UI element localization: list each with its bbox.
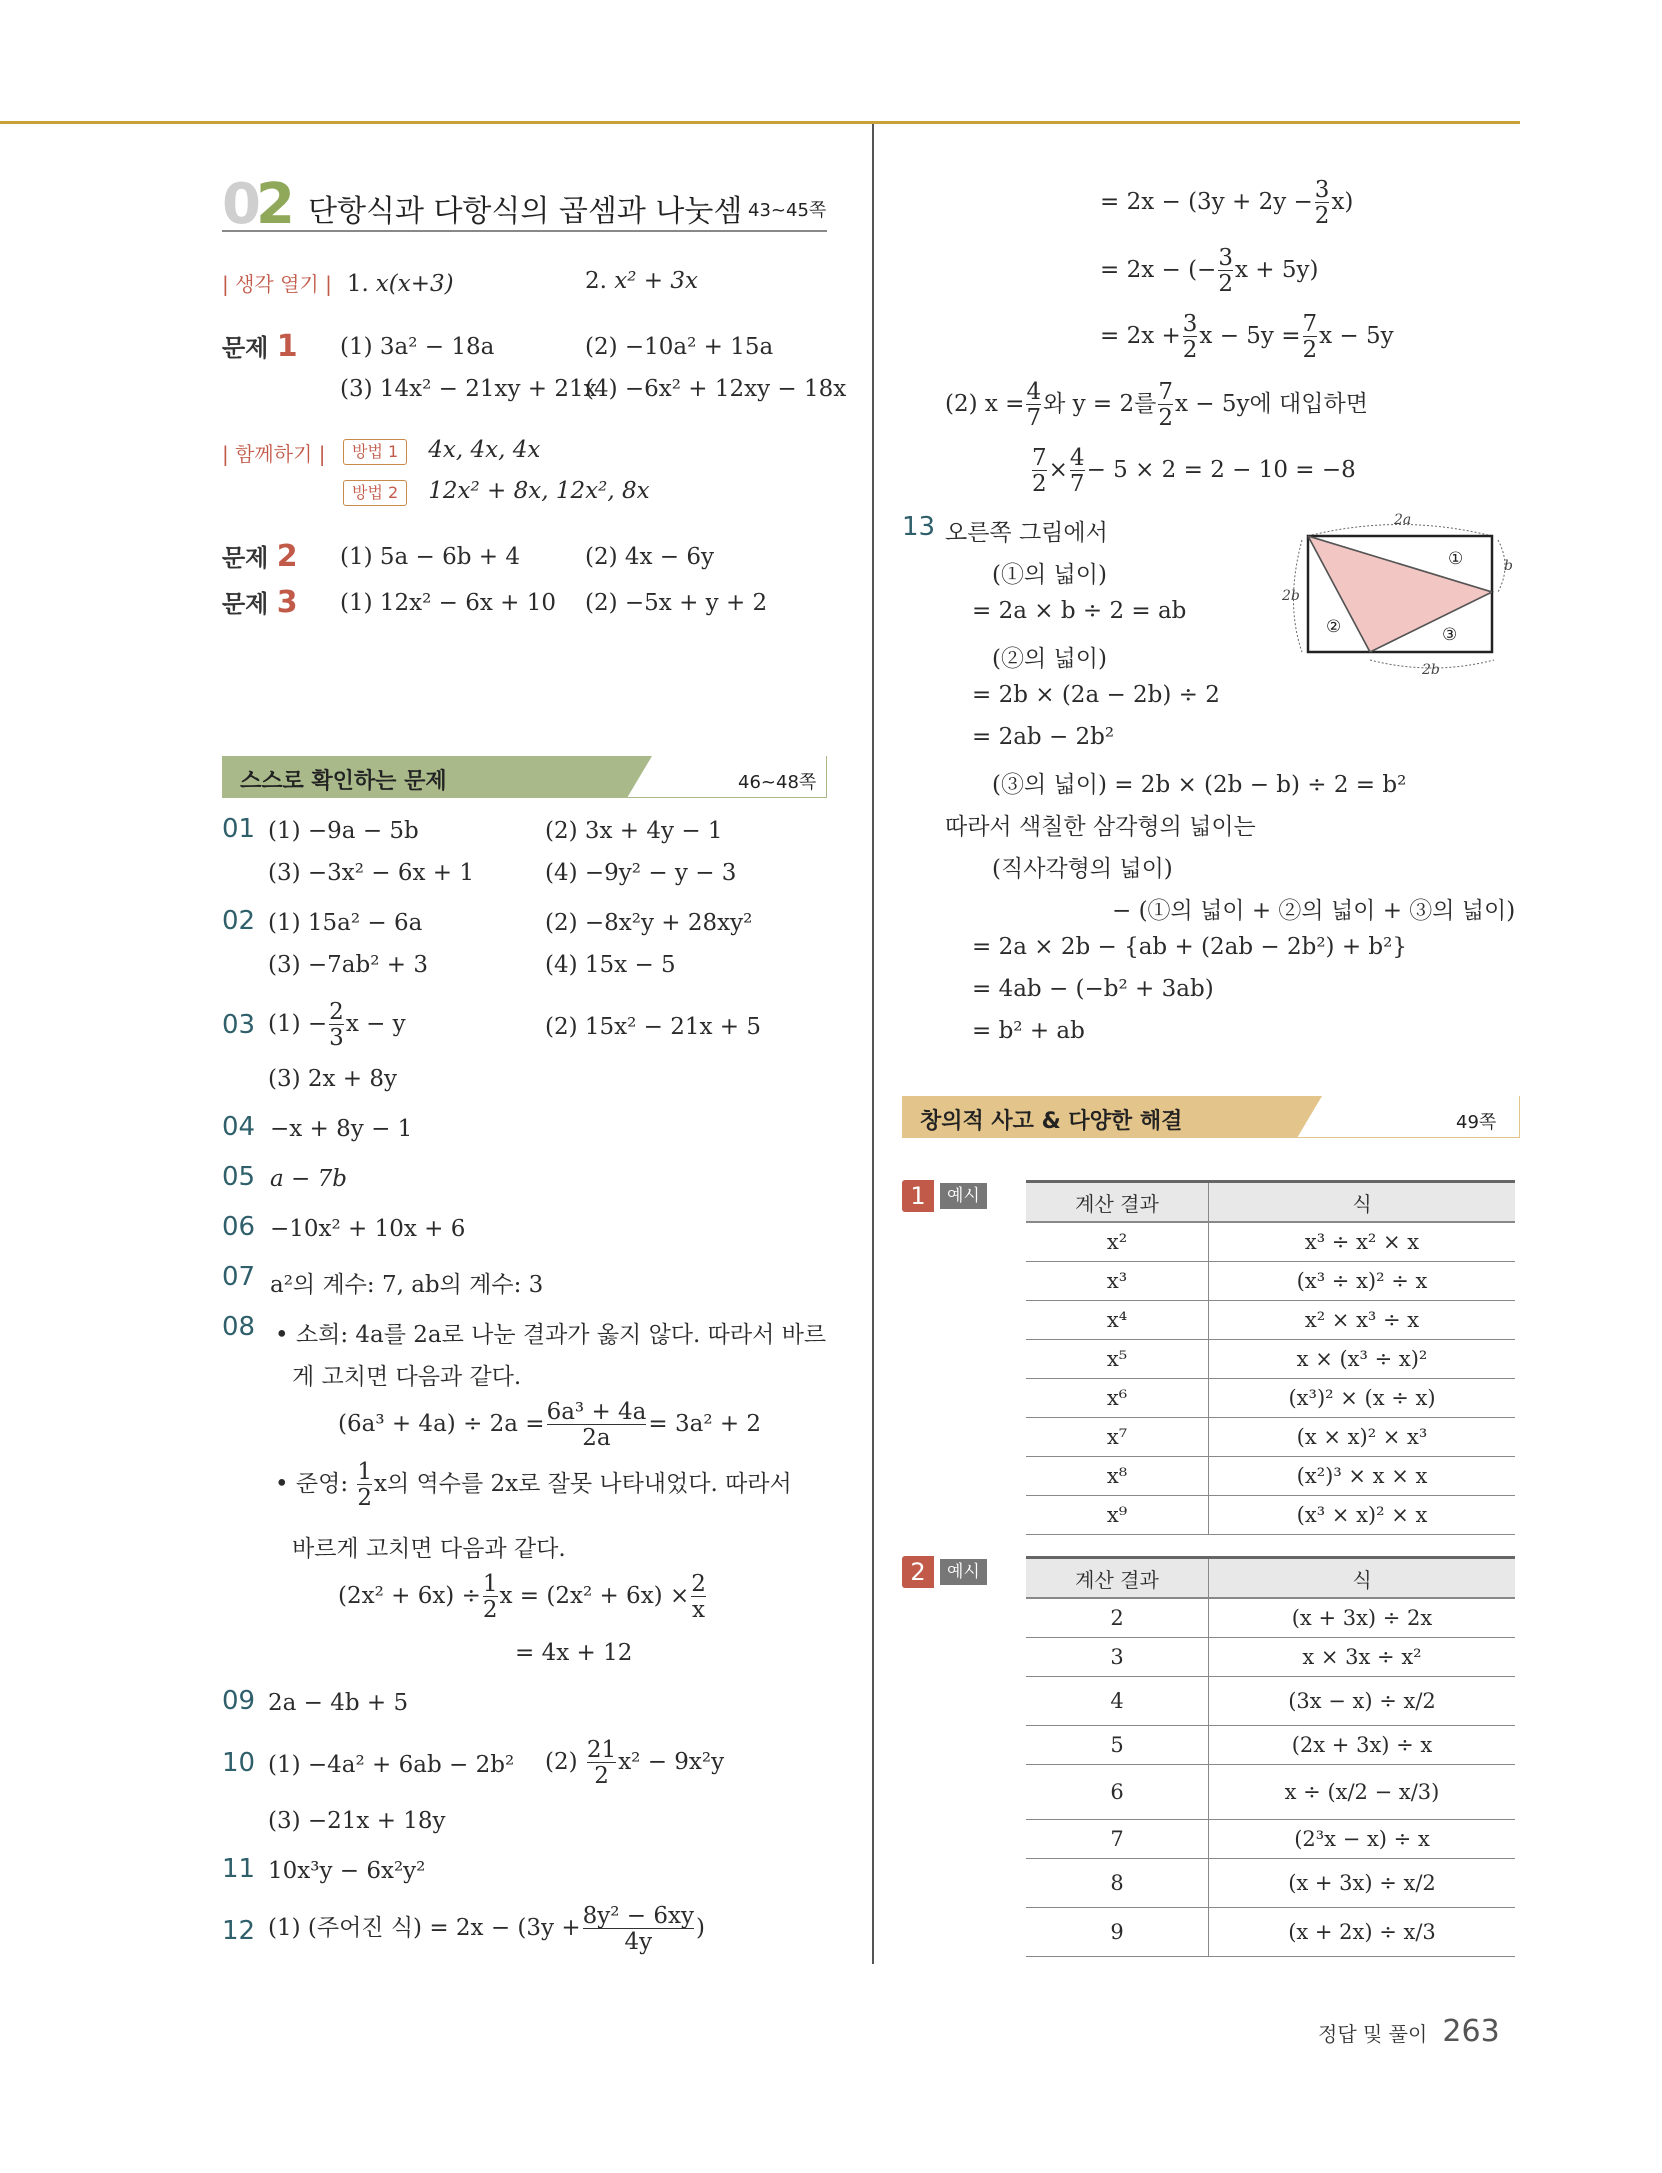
table1-number: 1 [902,1180,934,1212]
r-line2 [1100,246,1318,296]
section-title: 단항식과 다항식의 곱셈과 나눗셈 [308,194,743,229]
q03-a [268,1000,406,1050]
r4-frac1 [1026,380,1041,430]
q03-a-prefix: (1) − [268,1011,328,1038]
problem-word: 문제 [222,544,269,572]
frac-den: 2a [547,1424,647,1450]
q02-c: (3) −7ab² + 3 [268,952,428,978]
r5-times: × [1048,457,1068,484]
creative-banner [902,1096,1520,1138]
q07-number: 07 [222,1262,256,1292]
s2-frac [357,1460,372,1510]
q07-a: a²의 계수: 7, ab의 계수: 3 [270,1272,544,1298]
r1-left: = 2x − (3y + 2y − [1100,189,1313,216]
q13-line-7: 따라서 색칠한 삼각형의 넓이는 [945,814,1256,840]
frac-den: 2 [1158,405,1174,432]
q03-number: 03 [222,1010,256,1040]
frac-num: 4 [1026,379,1042,405]
q13-line-5: = 2ab − 2b² [972,724,1115,750]
table2-r1-result: 3 [1026,1638,1209,1677]
table1-tag: 예시 [940,1183,987,1209]
frac-num: 6a³ + 4a [546,1399,647,1425]
q04-a: −x + 8y − 1 [270,1116,413,1142]
r2-right: x + 5y) [1234,257,1319,284]
table1 [1026,1180,1515,1535]
frac-num: 3 [1182,311,1198,337]
table2-head-result: 계산 결과 [1026,1558,1209,1599]
footer [1318,2014,1500,2049]
s2-name: • 준영: [275,1471,349,1498]
frac-den: 2 [1032,471,1047,498]
r-line4 [945,380,1368,430]
e1-right: = 3a² + 2 [648,1411,762,1438]
p1-d: (4) −6x² + 12xy − 18x [585,376,847,402]
q11-a: 10x³y − 6x²y² [268,1858,426,1884]
q13-line-8: (직사각형의 넓이) [992,856,1173,882]
section-pages: 43~45쪽 [748,200,827,221]
q03-c: (3) 2x + 8y [268,1066,398,1092]
table-row [1026,1677,1515,1726]
table2-number: 2 [902,1556,934,1588]
region-3-label: ③ [1442,625,1458,645]
frac-num: 7 [1032,445,1047,471]
frac-num: 3 [1314,177,1330,203]
table2-r3-expr: (2x + 3x) ÷ x [1209,1726,1516,1765]
frac-den: 7 [1026,405,1042,432]
method-2-value: 12x² + 8x, 12x², 8x [428,478,650,504]
table1-head-expr: 식 [1209,1182,1516,1223]
q05-number: 05 [222,1162,256,1192]
p1-b: (2) −10a² + 15a [585,334,774,360]
frac-num: 8y² − 6xy [582,1903,694,1929]
frac-num: 21 [586,1737,617,1763]
table1-r6-expr: (x²)³ × x × x [1209,1457,1516,1496]
q10-b-frac [587,1738,616,1788]
fig-label-right: b [1504,558,1513,574]
table1-r4-expr: (x³)² × (x ÷ x) [1209,1379,1516,1418]
think-row [222,268,454,297]
q08-e3: = 4x + 12 [515,1640,633,1666]
q04-number: 04 [222,1112,256,1142]
q10-b-prefix: (2) [545,1749,578,1776]
p2-a: (1) 5a − 6b + 4 [340,544,521,570]
table2-r4-result: 6 [1026,1765,1209,1820]
r3-left: = 2x + [1100,323,1181,350]
frac-num: 2 [691,1571,706,1597]
table1-r5-expr: (x × x)² × x³ [1209,1418,1516,1457]
q01-number: 01 [222,814,256,844]
r1-frac [1315,178,1330,228]
method-1-value: 4x, 4x, 4x [428,437,541,463]
p3-a: (1) 12x² − 6x + 10 [340,590,557,616]
q13-line-1: (①의 넓이) [992,562,1107,588]
frac-den: 2 [1182,337,1198,364]
e2-left: (2x² + 6x) ÷ [338,1583,481,1610]
q13-number: 13 [902,512,936,542]
e1-left: (6a³ + 4a) ÷ 2a = [338,1411,545,1438]
table2-r5-expr: (2³x − x) ÷ x [1209,1820,1516,1859]
table1-r7-expr: (x³ × x)² × x [1209,1496,1516,1535]
p2-b: (2) 4x − 6y [585,544,715,570]
r1-right: x) [1331,189,1354,216]
table1-r2-expr: x² × x³ ÷ x [1209,1301,1516,1340]
method-2-pill: 방법 2 [343,480,407,506]
p3-b: (2) −5x + y + 2 [585,590,768,616]
q02-d: (4) 15x − 5 [545,952,676,978]
q13-line-9: − (①의 넓이 + ②의 넓이 + ③의 넓이) [1112,898,1516,924]
r2-left: = 2x − (− [1100,257,1217,284]
r2-frac [1218,246,1233,296]
method-2 [343,478,650,506]
table-row [1026,1859,1515,1908]
frac-num: 1 [482,1571,498,1597]
problem-word: 문제 [222,590,269,618]
table1-r6-result: x⁸ [1026,1457,1209,1496]
table-row [1026,1496,1515,1535]
q05-a: a − 7b [270,1166,347,1192]
q10-c: (3) −21x + 18y [268,1808,446,1834]
q06-number: 06 [222,1212,256,1242]
r3-frac2 [1303,312,1318,362]
problem-word: 문제 [222,334,269,362]
think-a2-row [585,268,698,294]
table1-r3-result: x⁵ [1026,1340,1209,1379]
frac-num: 7 [1158,379,1174,405]
p1-a: (1) 3a² − 18a [340,334,495,360]
r5-frac1 [1032,446,1047,496]
frac-den: 2 [1314,203,1330,230]
table2-label [902,1556,987,1588]
q08-s1b: 게 고치면 다음과 같다. [292,1364,522,1390]
r-line1 [1100,178,1353,228]
method-1 [343,437,540,465]
table2-r1-expr: x × 3x ÷ x² [1209,1638,1516,1677]
q13-line-11: = 4ab − (−b² + 3ab) [972,976,1214,1002]
r3-right: x − 5y [1319,323,1394,350]
region-1-label: ① [1448,549,1464,569]
q11-number: 11 [222,1854,256,1884]
frac-den: 7 [1069,471,1085,498]
table1-label [902,1180,987,1212]
table-row [1026,1598,1515,1638]
e2-frac2 [691,1572,706,1622]
r-line3 [1100,312,1394,362]
table2-r7-result: 9 [1026,1908,1209,1957]
fig-label-left: 2b [1282,588,1300,604]
q09-a: 2a − 4b + 5 [268,1690,409,1716]
q10-b [545,1738,724,1788]
q13-line-4: = 2b × (2a − 2b) ÷ 2 [972,682,1220,708]
r4-frac2 [1158,380,1173,430]
table1-r4-result: x⁶ [1026,1379,1209,1418]
q08-s2 [275,1460,792,1510]
frac-den: 4y [583,1928,694,1954]
q13-line-12: = b² + ab [972,1018,1085,1044]
q12-a [268,1904,705,1954]
frac-den: 2 [357,1485,373,1512]
table2-r2-result: 4 [1026,1677,1209,1726]
table1-r1-result: x³ [1026,1262,1209,1301]
q02-b: (2) −8x²y + 28xy² [545,910,753,936]
table1-r1-expr: (x³ ÷ x)² ÷ x [1209,1262,1516,1301]
r-line5 [1030,446,1356,496]
table2-r4-expr: x ÷ (x/2 − x/3) [1209,1765,1516,1820]
problem-number: 3 [276,585,298,620]
table2-r7-expr: (x + 2x) ÷ x/3 [1209,1908,1516,1957]
frac-den: 2 [587,1762,616,1788]
frac-num: 3 [1218,245,1233,271]
problem-number: 1 [276,329,298,364]
q02-number: 02 [222,906,256,936]
method-1-pill: 방법 1 [343,439,407,465]
table-row [1026,1457,1515,1496]
r4-left: (2) x = [945,391,1025,418]
q01-a: (1) −9a − 5b [268,818,419,844]
q10-number: 10 [222,1748,256,1778]
q08-number: 08 [222,1312,256,1342]
r4-mid: 와 y = 2를 [1043,391,1157,418]
problem-3-label [222,584,298,620]
table1-r5-result: x⁷ [1026,1418,1209,1457]
q13-line-6: (③의 넓이) = 2b × (2b − b) ÷ 2 = b² [992,772,1407,798]
q13-line-3: (②의 넓이) [992,646,1107,672]
table2-r0-result: 2 [1026,1598,1209,1638]
q12-left: (1) (주어진 식) = 2x − (3y + [268,1915,581,1942]
table-row [1026,1262,1515,1301]
frac-num: 7 [1302,311,1318,337]
p1-c: (3) 14x² − 21xy + 21x [340,376,597,402]
frac-num: 1 [357,1459,373,1485]
q06-a: −10x² + 10x + 6 [270,1216,466,1242]
q13-line-0: 오른쪽 그림에서 [945,520,1108,546]
top-rule [0,121,1520,124]
q08-s1: • 소희: 4a를 2a로 나눈 결과가 옳지 않다. 따라서 바르 [275,1322,827,1348]
table-row [1026,1222,1515,1262]
q03-b: (2) 15x² − 21x + 5 [545,1014,762,1040]
self-check-title: 스스로 확인하는 문제 [240,769,447,794]
r3-mid: x − 5y = [1199,323,1301,350]
table2-r5-result: 7 [1026,1820,1209,1859]
think-label: | 생각 열기 | [222,272,332,296]
table2-r0-expr: (x + 3x) ÷ 2x [1209,1598,1516,1638]
table1-r7-result: x⁹ [1026,1496,1209,1535]
footer-label: 정답 및 풀이 [1318,2022,1428,2046]
think-a1: 1. [346,271,369,297]
frac-num: 4 [1069,445,1085,471]
q13-line-10: = 2a × 2b − {ab + (2ab − 2b²) + b²} [972,934,1407,960]
problem-1-label [222,328,298,364]
table1-r0-result: x² [1026,1222,1209,1262]
e1-frac [547,1400,647,1450]
r5-frac2 [1070,446,1085,496]
together-label: | 함께하기 | [222,442,326,466]
table2-head-expr: 식 [1209,1558,1516,1599]
table-row [1026,1418,1515,1457]
frac-num: 2 [329,999,344,1025]
table2-r6-expr: (x + 3x) ÷ x/2 [1209,1859,1516,1908]
r5-right: − 5 × 2 = 2 − 10 = −8 [1086,457,1356,484]
table-row [1026,1908,1515,1957]
think-a2-value: x² + 3x [614,268,698,294]
section-number-bg: 0 [222,172,257,237]
q03-a-frac [329,1000,344,1050]
creative-title: 창의적 사고 & 다양한 해결 [920,1109,1183,1134]
table2 [1026,1556,1515,1957]
frac-den: x [692,1597,706,1624]
frac-den: 2 [482,1597,498,1624]
table2-tag: 예시 [940,1559,987,1585]
q09-number: 09 [222,1686,256,1716]
table2-r6-result: 8 [1026,1859,1209,1908]
self-check-pages: 46~48쪽 [738,772,817,793]
q08-e1 [338,1400,761,1450]
table1-r3-expr: x × (x³ ÷ x)² [1209,1340,1516,1379]
table-row [1026,1638,1515,1677]
q01-d: (4) −9y² − y − 3 [545,860,737,886]
q10-a: (1) −4a² + 6ab − 2b² [268,1752,515,1778]
q12-right: ) [695,1915,705,1942]
frac-den: 2 [1218,271,1233,298]
q12-frac [583,1904,694,1954]
s2-text: x의 역수를 2x로 잘못 나타내었다. 따라서 [374,1471,792,1498]
q12-number: 12 [222,1916,256,1946]
region-2-label: ② [1326,617,1342,637]
problem-number: 2 [276,539,298,574]
q01-b: (2) 3x + 4y − 1 [545,818,723,844]
table2-r3-result: 5 [1026,1726,1209,1765]
creative-pages: 49쪽 [1456,1112,1497,1133]
frac-den: 3 [329,1025,344,1052]
table-row [1026,1726,1515,1765]
q10-b-suffix: x² − 9x²y [618,1749,725,1776]
r3-frac1 [1183,312,1198,362]
column-divider [872,124,874,1964]
table-row [1026,1379,1515,1418]
rectangle-figure [1280,508,1520,678]
q03-a-suffix: x − y [345,1011,406,1038]
table-row [1026,1765,1515,1820]
q01-c: (3) −3x² − 6x + 1 [268,860,475,886]
table1-r2-result: x⁴ [1026,1301,1209,1340]
page-number: 263 [1442,2014,1500,2049]
fig-label-bottom: 2b [1422,662,1440,678]
fig-label-top: 2a [1394,512,1412,528]
table-row [1026,1820,1515,1859]
q13-line-2: = 2a × b ÷ 2 = ab [972,598,1187,624]
section-header [222,172,827,237]
q02-a: (1) 15a² − 6a [268,910,423,936]
table-row [1026,1301,1515,1340]
e2-frac1 [483,1572,498,1622]
q08-s2c: 바르게 고치면 다음과 같다. [292,1536,566,1562]
table1-r0-expr: x³ ÷ x² × x [1209,1222,1516,1262]
table-row [1026,1340,1515,1379]
think-a2: 2. [585,268,607,294]
self-check-banner [222,756,827,798]
table1-head-result: 계산 결과 [1026,1182,1209,1223]
r4-right: x − 5y에 대입하면 [1175,391,1368,418]
q08-e2 [338,1572,708,1622]
e2-mid: x = (2x² + 6x) × [499,1583,690,1610]
table2-r2-expr: (3x − x) ÷ x/2 [1209,1677,1516,1726]
think-a1-value: x(x+3) [375,271,454,297]
section-number: 2 [256,172,295,237]
frac-den: 2 [1302,337,1318,364]
problem-2-label [222,538,298,574]
